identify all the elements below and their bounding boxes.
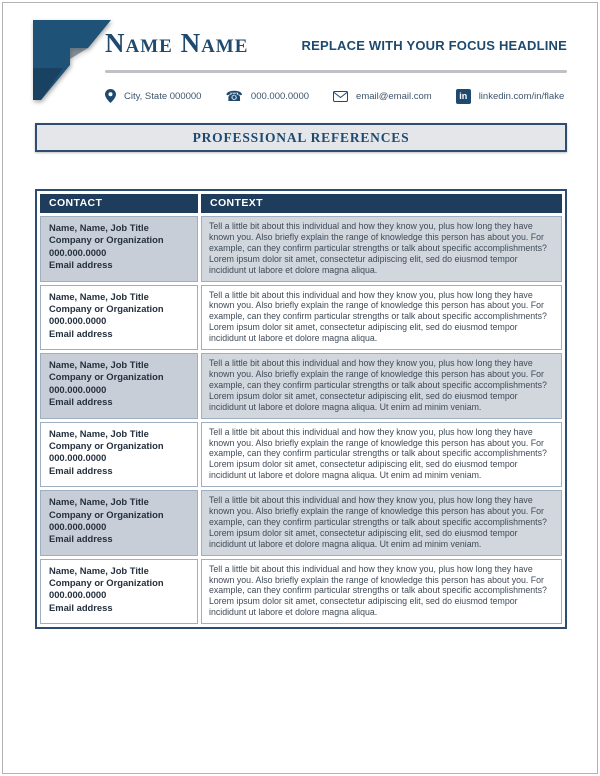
- name-row: [105, 28, 567, 58]
- location-pin-icon: [105, 89, 116, 103]
- contact-line: Email address: [49, 327, 113, 339]
- contact-line: 000.000.0000: [49, 520, 107, 532]
- contact-cell: [40, 490, 198, 556]
- contact-line: Company or Organization: [49, 577, 164, 589]
- contact-line: Company or Organization: [49, 234, 164, 246]
- contact-line: 000.000.0000: [49, 315, 107, 327]
- table-row: [40, 216, 562, 282]
- contact-phone: [225, 89, 309, 103]
- references-table: [35, 189, 567, 629]
- context-cell: Tell a little bit about this individual and how they know you, plus how long they have known you. Also briefly explain the range of knowledge this person has about you. For example, can they confirm particular strengths or talk about specific accomplishments? Lorem ipsum dolor sit amet, consectetur adipiscing elit, sed do eiusmod tempor incididunt ut labore et dolore magna aliqua.: [201, 559, 562, 625]
- table-row: [40, 353, 562, 419]
- contact-line: 000.000.0000: [49, 246, 107, 258]
- focus-headline: REPLACE WITH YOUR FOCUS HEADLINE: [301, 38, 567, 53]
- contact-line: Name, Name, Job Title: [49, 496, 149, 508]
- contact-line: Company or Organization: [49, 440, 164, 451]
- context-cell: Tell a little bit about this individual and how they know you, plus how long they have known you. Also briefly explain the range of knowledge this person has about you. For example, can they confirm particular strengths or talk about specific accomplishments? Lorem ipsum dolor sit amet, consectetur adipiscing elit, sed do eiusmod tempor incididunt ut labore et dolore magna aliqua. Ut enim ad minim veniam.: [201, 353, 562, 419]
- context-cell: Tell a little bit about this individual and how they know you, plus how long they have known you. Also briefly explain the range of knowledge this person has about you. For example, can they confirm particular strengths or talk about specific accomplishments? Lorem ipsum dolor sit amet, consectetur adipiscing elit, sed do eiusmod tempor incididunt ut labore et dolore magna aliqua.: [201, 216, 562, 282]
- linkedin-text: linkedin.com/in/flake: [478, 90, 565, 102]
- context-cell: Tell a little bit about this individual and how they know you, plus how long they have known you. Also briefly explain the range of knowledge this person has about you. For example, can they confirm particular strengths or talk about specific accomplishments? Lorem ipsum dolor sit amet, consectetur adipiscing elit, sed do eiusmod tempor incididunt ut labore et dolore magna aliqua. Ut enim ad minim veniam.: [201, 422, 562, 488]
- contact-line: Name, Name, Job Title: [49, 222, 149, 233]
- contact-location: [105, 89, 201, 103]
- contact-line: Company or Organization: [49, 508, 164, 520]
- email-text: email@email.com: [356, 90, 432, 102]
- contact-line: Company or Organization: [49, 371, 164, 383]
- column-header-contact: CONTACT: [40, 194, 198, 213]
- contact-bar: [105, 87, 564, 105]
- location-text: City, State 000000: [124, 90, 202, 102]
- section-title: PROFESSIONAL REFERENCES: [192, 129, 410, 145]
- contact-line: Name, Name, Job Title: [49, 359, 149, 371]
- contact-email: [333, 91, 432, 102]
- contact-line: Company or Organization: [49, 302, 164, 314]
- context-cell: Tell a little bit about this individual and how they know you, plus how long they have known you. Also briefly explain the range of knowledge this person has about you. For example, can they confirm particular strengths or talk about specific accomplishments? Lorem ipsum dolor sit amet, consectetur adipiscing elit, sed do eiusmod tempor incididunt ut labore et dolore magna aliqua.: [201, 285, 562, 351]
- table-row: [40, 285, 562, 351]
- table-row: [40, 559, 562, 625]
- contact-line: Name, Name, Job Title: [49, 564, 149, 576]
- section-banner: [35, 123, 567, 152]
- references-table-body: [40, 216, 562, 624]
- contact-cell: [40, 559, 198, 625]
- references-table-header: [40, 194, 562, 213]
- contact-cell: [40, 216, 198, 282]
- document-header: [0, 0, 600, 123]
- contact-cell: [40, 285, 198, 351]
- column-header-context: CONTEXT: [201, 194, 562, 213]
- contact-cell: [40, 353, 198, 419]
- header-divider: [105, 70, 567, 73]
- email-icon: [333, 91, 348, 102]
- phone-icon: ☎: [225, 88, 243, 104]
- contact-line: 000.000.0000: [49, 452, 107, 464]
- contact-line: Name, Name, Job Title: [49, 427, 149, 439]
- contact-linkedin: [456, 89, 565, 104]
- contact-line: Email address: [49, 396, 113, 408]
- contact-line: Name, Name, Job Title: [49, 290, 149, 302]
- contact-line: 000.000.0000: [49, 383, 107, 395]
- contact-line: Email address: [49, 533, 113, 545]
- context-cell: Tell a little bit about this individual and how they know you, plus how long they have known you. Also briefly explain the range of knowledge this person has about you. For example, can they confirm particular strengths or talk about specific accomplishments? Lorem ipsum dolor sit amet, consectetur adipiscing elit, sed do eiusmod tempor incididunt ut labore et dolore magna aliqua. Ut enim ad minim veniam.: [201, 490, 562, 556]
- name-title: Name Name: [105, 28, 249, 58]
- table-row: [40, 490, 562, 556]
- contact-line: 000.000.0000: [49, 589, 107, 601]
- linkedin-icon: in: [456, 89, 471, 104]
- contact-line: Email address: [49, 601, 113, 613]
- contact-line: Email address: [49, 259, 113, 271]
- contact-line: Email address: [49, 464, 113, 476]
- flag-logo: [33, 20, 111, 102]
- phone-text: 000.000.0000: [250, 90, 310, 102]
- table-row: [40, 422, 562, 488]
- contact-cell: [40, 422, 198, 488]
